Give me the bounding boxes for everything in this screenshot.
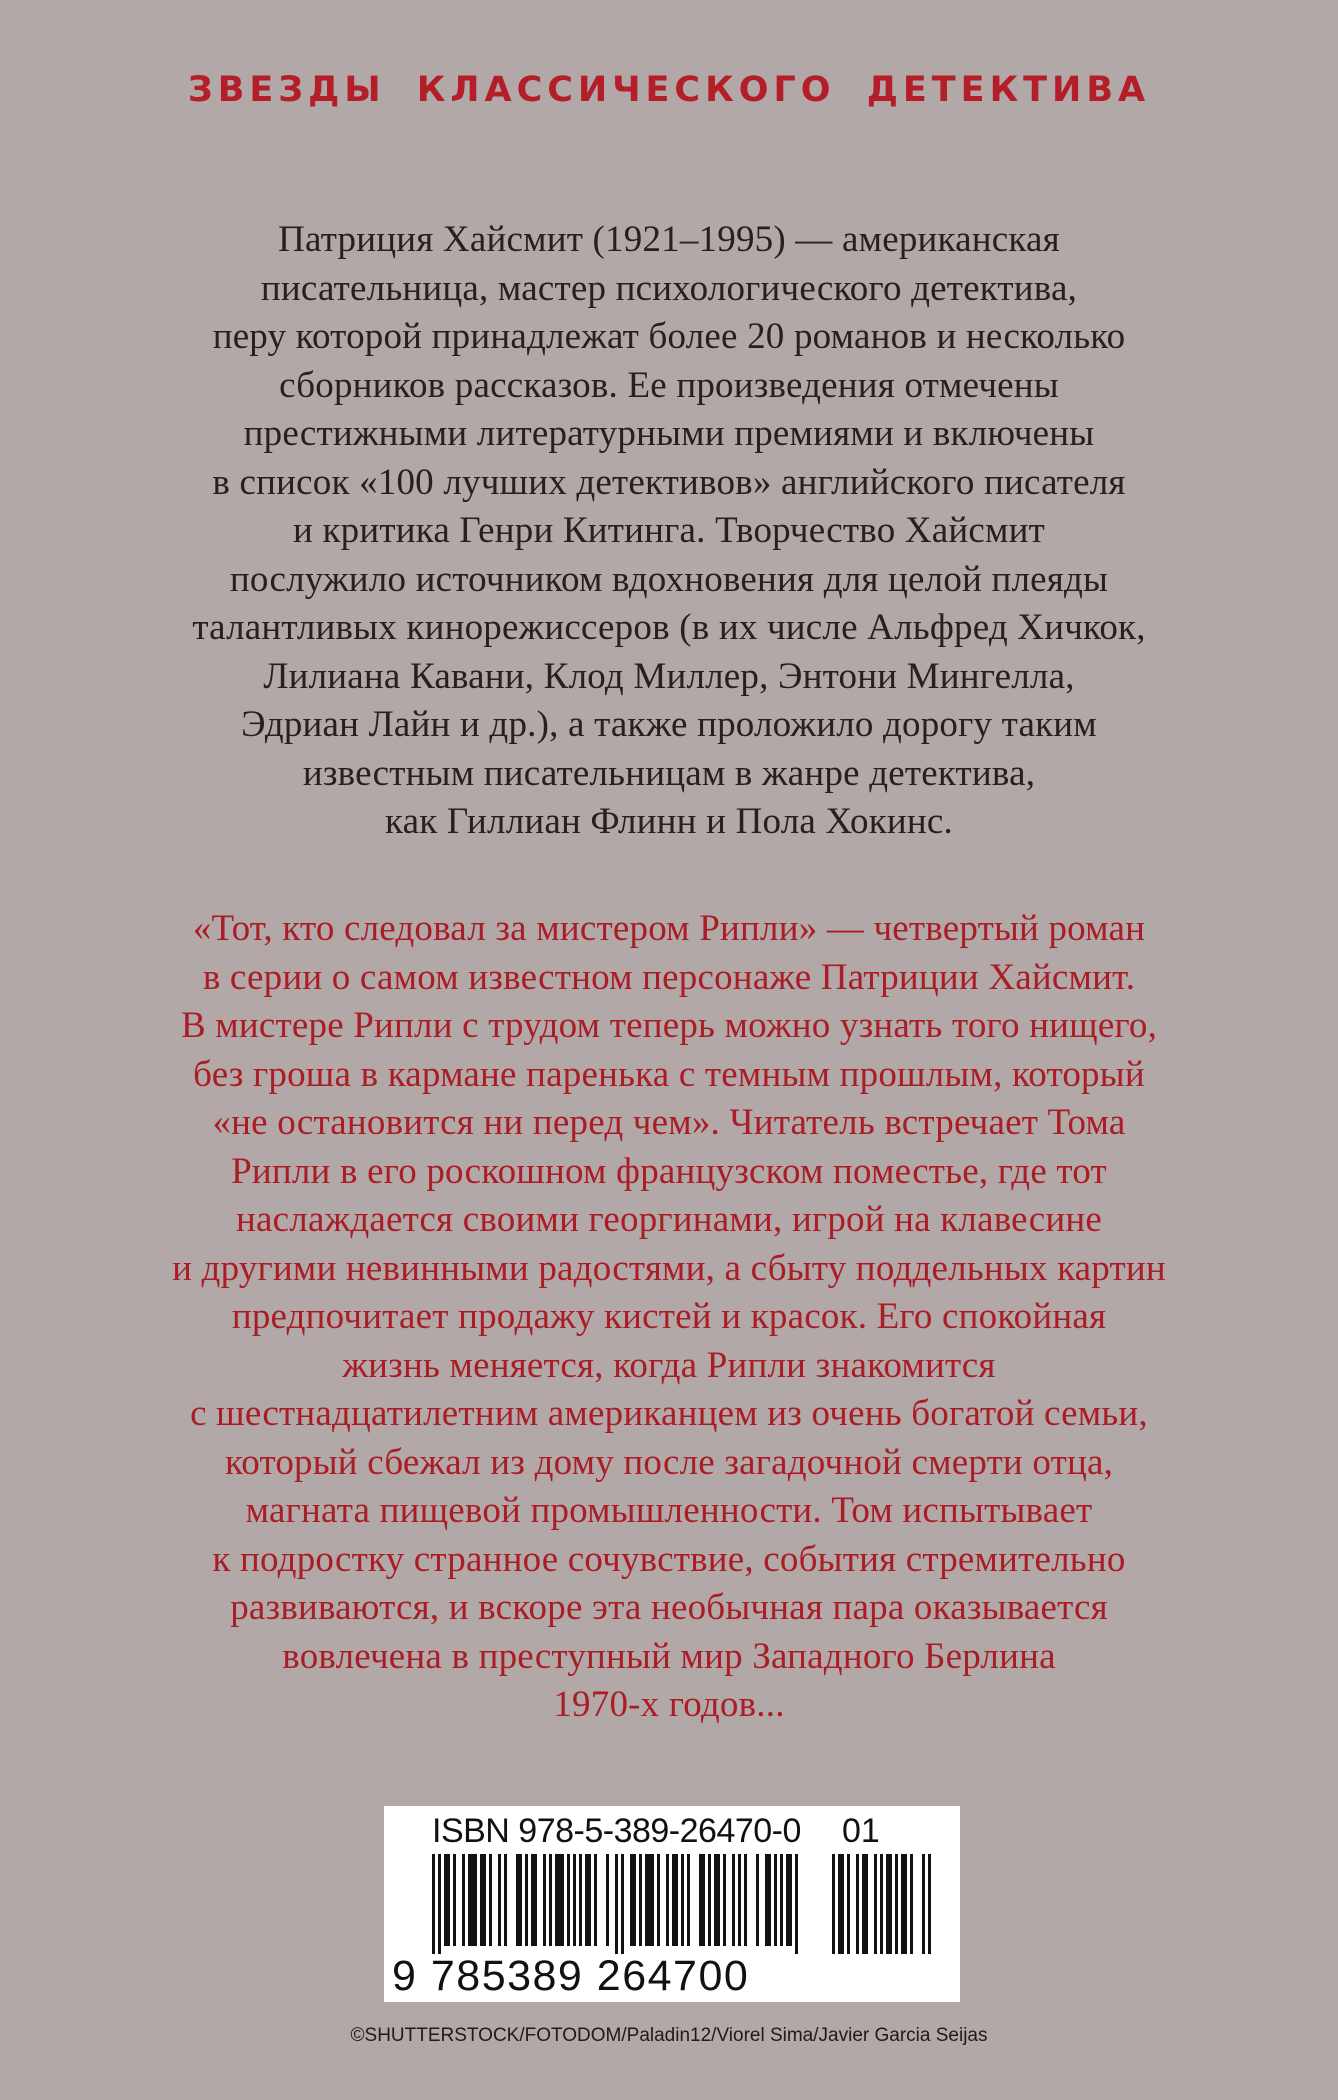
barcode-bar	[708, 1854, 711, 1946]
barcode-bar	[567, 1854, 570, 1946]
barcode-bar	[856, 1854, 859, 1954]
book-blurb-line: и другими невинными радостями, а сбыту поддельных картин	[172, 1247, 1166, 1289]
series-title: ЗВЕЗДЫ КЛАССИЧЕСКОГО ДЕТЕКТИВА	[187, 70, 1151, 110]
isbn-label: ISBN 978-5-389-26470-0	[432, 1812, 801, 1850]
photo-credit: ©SHUTTERSTOCK/FOTODOM/Paladin12/Viorel Sima/Javier Garcia Seijas	[350, 2025, 988, 2046]
book-blurb-line: с шестнадцатилетним американцем из очень богатой семьи,	[190, 1393, 1148, 1434]
barcode-bar	[910, 1854, 913, 1954]
author-bio-line: послужило источником вдохновения для целой плеяды	[229, 558, 1109, 600]
barcode-bar	[453, 1854, 456, 1946]
author-bio-line: сборников рассказов. Ее произведения отмечены	[279, 364, 1059, 406]
barcode-bar	[699, 1854, 705, 1946]
barcode-bar	[594, 1854, 597, 1946]
barcode-bar	[525, 1854, 528, 1946]
barcode-bar	[555, 1854, 564, 1946]
barcode-bar	[922, 1854, 925, 1954]
barcode-bar	[901, 1854, 907, 1954]
barcode-bar	[645, 1854, 654, 1946]
barcode-bar	[666, 1854, 669, 1946]
isbn-barcode	[384, 1806, 960, 2002]
barcode-bar	[880, 1854, 883, 1954]
barcode-bar	[786, 1854, 792, 1946]
book-blurb-line: наслаждается своими георгинами, игрой на клавесине	[236, 1199, 1102, 1240]
addon-label: 01	[842, 1812, 880, 1850]
barcode-bar	[862, 1854, 868, 1954]
barcode-bar	[838, 1854, 844, 1954]
barcode-bar	[732, 1854, 735, 1946]
barcode-bar	[480, 1854, 486, 1946]
barcode-digits: 9 785389 264700	[392, 1952, 750, 2000]
barcode-bar	[444, 1854, 450, 1946]
author-bio-line: Патриция Хайсмит (1921–1995) — американская	[278, 219, 1060, 260]
book-blurb-line: развиваются, и вскоре эта необычная пара оказывается	[230, 1587, 1108, 1628]
barcode-bar	[543, 1854, 546, 1946]
barcode-bar	[621, 1854, 624, 1954]
barcode-bar	[615, 1854, 618, 1954]
author-bio-line: известным писательницам в жанре детектива,	[302, 752, 1036, 794]
barcode-bar	[432, 1854, 435, 1954]
author-bio-line: Лилиана Кавани, Клод Миллер, Энтони Мингелла,	[263, 655, 1075, 697]
barcode-bar	[895, 1854, 898, 1954]
barcode-bar	[774, 1854, 777, 1946]
barcode-bar	[714, 1854, 720, 1946]
barcode-bar	[516, 1854, 522, 1946]
book-blurb-line: Рипли в его роскошном французском поместье, где тот	[231, 1150, 1107, 1192]
book-blurb-line: жизнь меняется, когда Рипли знакомится	[342, 1344, 996, 1386]
barcode-bar	[744, 1854, 747, 1946]
barcode-bar	[606, 1854, 609, 1946]
author-bio-line: Эдриан Лайн и др.), а также проложило дорогу таким	[241, 704, 1097, 745]
barcode-bar	[462, 1854, 465, 1946]
barcode-bar	[832, 1854, 835, 1954]
barcode-bar	[738, 1854, 741, 1946]
barcode-bar	[549, 1854, 552, 1946]
book-blurb-line: в серии о самом известном персонаже Патриции Хайсмит.	[202, 956, 1136, 998]
barcode-bars	[432, 1854, 812, 1954]
barcode-bar	[489, 1854, 492, 1946]
book-blurb-line: который сбежал из дому после загадочной смерти отца,	[224, 1441, 1114, 1483]
barcode-bar	[438, 1854, 441, 1954]
barcode-bar	[765, 1854, 771, 1946]
barcode-bar	[498, 1854, 501, 1946]
author-bio-line: престижными литературными премиями и включены	[243, 413, 1095, 454]
author-bio	[60, 216, 1278, 847]
book-blurb-line: «не остановится ни перед чем». Читатель встречает Тома	[212, 1102, 1126, 1143]
barcode-bar	[780, 1854, 783, 1946]
book-blurb-line: вовлечена в преступный мир Западного Берлина	[282, 1635, 1056, 1677]
book-blurb-line: к подростку странное сочувствие, события стремительно	[212, 1538, 1126, 1580]
barcode-bar	[468, 1854, 477, 1946]
author-bio-line: перу которой принадлежат более 20 романов и несколько	[212, 316, 1126, 357]
author-bio-line: и критика Генри Китинга. Творчество Хайсмит	[293, 510, 1045, 551]
barcode-bar	[681, 1854, 684, 1946]
author-bio-line: как Гиллиан Флинн и Пола Хокинс.	[384, 801, 953, 842]
barcode-bar	[886, 1854, 892, 1954]
barcode-bar	[847, 1854, 850, 1954]
barcode-bar	[504, 1854, 507, 1946]
barcode-bar	[928, 1854, 931, 1954]
barcode-bar	[573, 1854, 576, 1946]
addon-barcode-bars	[832, 1854, 948, 1954]
barcode-bar	[585, 1854, 591, 1946]
author-bio-line: писательница, мастер психологического детектива,	[260, 267, 1078, 309]
barcode-bar	[672, 1854, 678, 1946]
book-blurb-line: «Тот, кто следовал за мистером Рипли» — четвертый роман	[192, 908, 1146, 949]
barcode-bar	[639, 1854, 642, 1946]
book-blurb-line: В мистере Рипли с трудом теперь можно узнать того нищего,	[180, 1005, 1158, 1046]
book-blurb-line: магната пищевой промышленности. Том испытывает	[245, 1490, 1093, 1531]
book-blurb-line: без гроша в кармане паренька с темным прошлым, который	[193, 1053, 1145, 1095]
book-blurb-line: предпочитает продажу кистей и красок. Его спокойная	[231, 1296, 1107, 1337]
barcode-bar	[874, 1854, 877, 1954]
barcode-bar	[531, 1854, 537, 1946]
barcode-bar	[630, 1854, 636, 1946]
author-bio-line: в список «100 лучших детективов» английского писателя	[212, 461, 1126, 503]
author-bio-line: талантливых кинорежиссеров (в их числе Альфред Хичкок,	[192, 607, 1146, 648]
barcode-bar	[795, 1854, 798, 1954]
book-blurb	[60, 905, 1278, 1730]
barcode-bar	[687, 1854, 690, 1946]
barcode-bar	[579, 1854, 582, 1946]
barcode-bar	[756, 1854, 759, 1946]
book-blurb-line: 1970-х годов...	[553, 1684, 785, 1725]
barcode-bar	[723, 1854, 726, 1946]
barcode-bar	[657, 1854, 660, 1946]
